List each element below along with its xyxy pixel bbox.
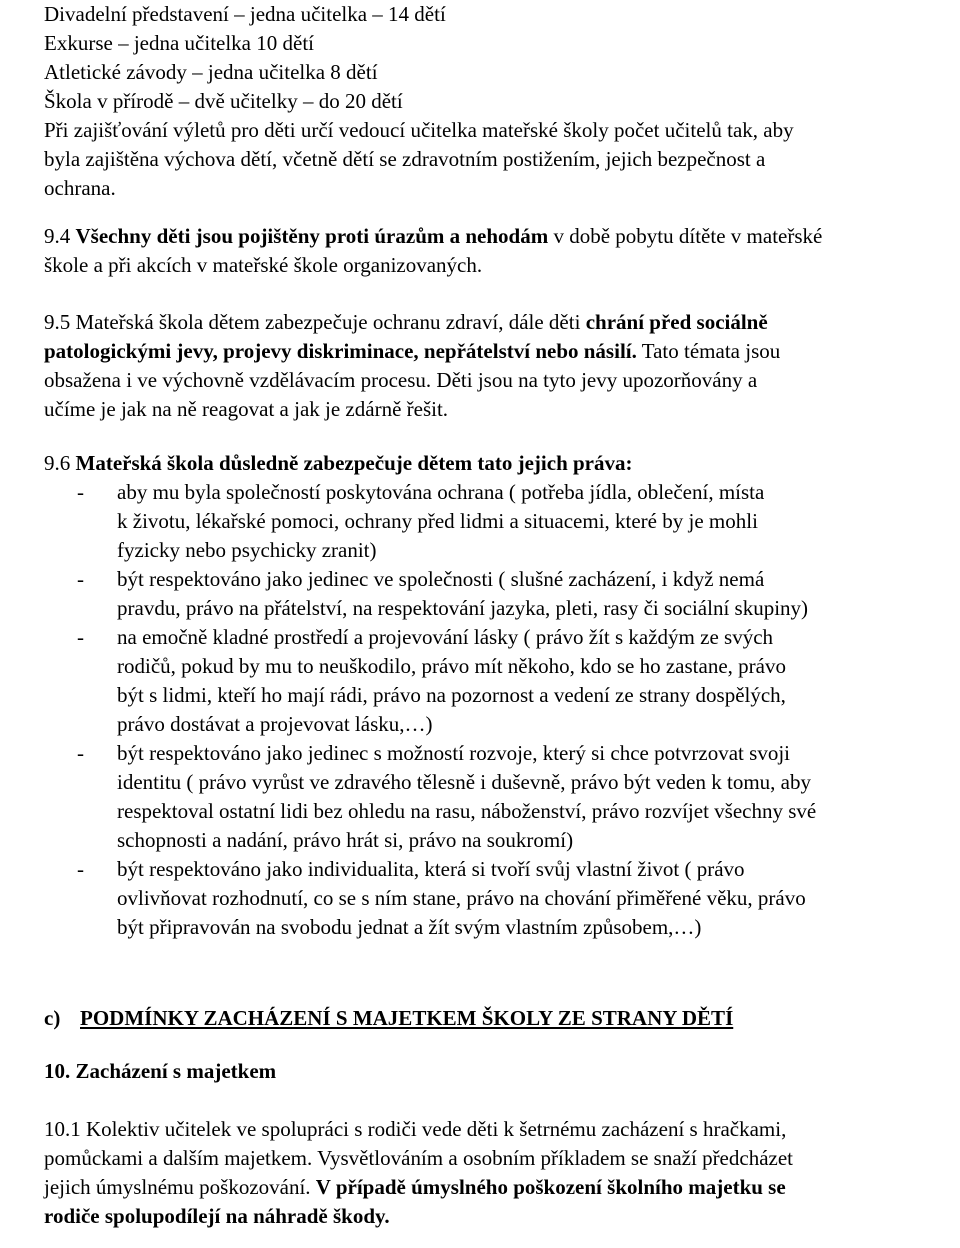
list-item-line: být respektováno jako jedinec s možností rozvoje, který si chce potvrzovat svoji <box>117 741 790 765</box>
section-9-5-line <box>44 337 956 366</box>
list-dash: - <box>77 567 84 591</box>
section-9-6-heading <box>44 449 956 478</box>
list-dash: - <box>77 625 84 649</box>
bold-text: Všechny děti jsou pojištěny proti úrazům a nehodám <box>75 224 549 248</box>
section-9-5-line: učíme je jak na ně reagovat a jak je zdárně řešit. <box>44 397 449 421</box>
section-9-5-line: obsažena i ve výchovně vzdělávacím procesu. Děti jsou na tyto jevy upozorňovány a <box>44 368 758 392</box>
list-item-line: na emočně kladné prostředí a projevování lásky ( právo žít s každým ze svých <box>117 625 774 649</box>
list-item-line: pravdu, právo na přátelství, na respektování jazyka, pleti, rasy či sociální skupiny) <box>117 596 809 620</box>
list-dash: - <box>77 741 84 765</box>
section-number: 9.6 <box>44 451 76 475</box>
list-item-line: být s lidmi, kteří ho mají rádi, právo na pozornost a vedení ze strany dospělých, <box>117 683 786 707</box>
section-10-1-line <box>44 1173 956 1202</box>
plain-text: Tato témata jsou <box>636 339 781 363</box>
section-9-5 <box>44 308 956 424</box>
bold-text: patologickými jevy, projevy diskriminace, nepřátelství nebo násilí. <box>44 339 637 363</box>
intro-line: ochrana. <box>44 176 116 200</box>
rights-list <box>44 478 956 942</box>
section-9-5-line <box>44 308 956 337</box>
section-10-1-line: pomůckami a dalším majetkem. Vysvětlováním a osobním příkladem se snaží předcházet <box>44 1146 793 1170</box>
section-9-4-line: škole a při akcích v mateřské škole organizovaných. <box>44 253 483 277</box>
list-item <box>44 565 956 623</box>
list-item <box>44 739 956 855</box>
section-c-heading <box>44 1004 956 1033</box>
list-item-line: k životu, lékařské pomoci, ochrany před lidmi a situacemi, které by je mohli <box>117 509 758 533</box>
plain-text: 9.5 Mateřská škola dětem zabezpečuje ochranu zdraví, dále děti <box>44 310 586 334</box>
list-item-line: rodičů, pokud by mu to neuškodilo, právo mít někoho, kdo se ho zastane, právo <box>117 654 786 678</box>
section-10-1 <box>44 1115 956 1231</box>
intro-paragraph <box>44 0 956 203</box>
bold-text: Mateřská škola důsledně zabezpečuje dětem tato jejich práva: <box>75 451 633 475</box>
list-item-line: fyzicky nebo psychicky zranit) <box>117 538 377 562</box>
list-item <box>44 478 956 565</box>
plain-text: jejich úmyslnému poškozování. <box>44 1175 316 1199</box>
intro-line: Při zajišťování výletů pro děti určí vedoucí učitelka mateřské školy počet učitelů tak, aby <box>44 118 794 142</box>
list-item <box>44 623 956 739</box>
section-9-6 <box>44 449 956 942</box>
list-item-line: být respektováno jako individualita, která si tvoří svůj vlastní život ( právo <box>117 857 745 881</box>
list-item-line: být respektováno jako jedinec ve společnosti ( slušné zacházení, i když nemá <box>117 567 765 591</box>
bold-text: chrání před sociálně <box>585 310 768 334</box>
intro-line: byla zajištěna výchova dětí, včetně dětí se zdravotním postižením, jejich bezpečnost a <box>44 147 766 171</box>
section-10-1-line: rodiče spolupodílejí na náhradě škody. <box>44 1204 390 1228</box>
list-item-line: respektoval ostatní lidi bez ohledu na rasu, náboženství, právo rozvíjet všechny své <box>117 799 817 823</box>
list-item-line: schopnosti a nadání, právo hrát si, právo na soukromí) <box>117 828 574 852</box>
plain-text: v době pobytu dítěte v mateřské <box>548 224 823 248</box>
section-title: PODMÍNKY ZACHÁZENÍ S MAJETKEM ŠKOLY ZE STRANY DĚTÍ <box>80 1006 734 1030</box>
intro-line: Exkurse – jedna učitelka 10 dětí <box>44 31 314 55</box>
section-10-1-line: 10.1 Kolektiv učitelek ve spolupráci s rodiči vede děti k šetrnému zacházení s hračkami, <box>44 1117 787 1141</box>
list-item-line: právo dostávat a projevovat lásku,…) <box>117 712 433 736</box>
list-item-line: identitu ( právo vyrůst ve zdravého tělesně i duševně, právo být veden k tomu, aby <box>117 770 811 794</box>
list-item-line: ovlivňovat rozhodnutí, co se s ním stane, právo na chování přiměřené věku, právo <box>117 886 806 910</box>
section-label: c) <box>44 1006 61 1030</box>
intro-line: Divadelní představení – jedna učitelka – 14 dětí <box>44 2 446 26</box>
document-page <box>44 0 956 1231</box>
intro-line: Škola v přírodě – dvě učitelky – do 20 dětí <box>44 89 403 113</box>
section-9-4-line <box>44 222 956 251</box>
list-item <box>44 855 956 942</box>
list-dash: - <box>77 857 84 881</box>
section-number: 9.4 <box>44 224 76 248</box>
bold-text: V případě úmyslného poškození školního majetku se <box>315 1175 786 1199</box>
heading-10: 10. Zacházení s majetkem <box>44 1059 277 1083</box>
list-item-line: aby mu byla společností poskytována ochrana ( potřeba jídla, oblečení, místa <box>117 480 765 504</box>
list-item-line: být připravován na svobodu jednat a žít svým vlastním způsobem,…) <box>117 915 702 939</box>
list-dash: - <box>77 480 84 504</box>
intro-line: Atletické závody – jedna učitelka 8 dětí <box>44 60 378 84</box>
section-9-4 <box>44 222 956 280</box>
